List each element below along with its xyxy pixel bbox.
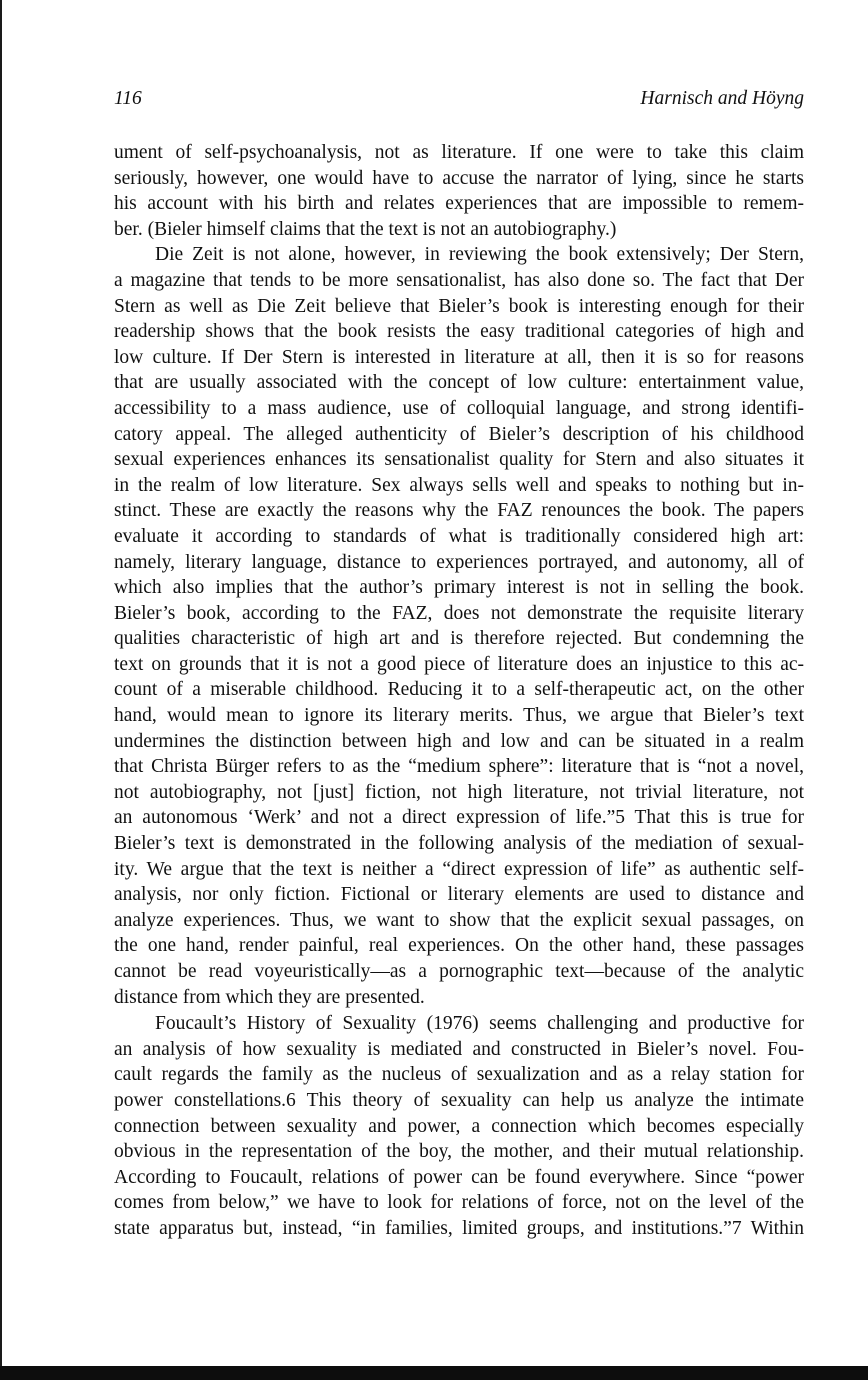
- text-line: Stern as well as Die Zeit believe that Bieler’s book is interesting enough for their: [114, 295, 804, 317]
- text-line: analyze experiences. Thus, we want to show that the explicit sexual passages, on: [114, 909, 804, 931]
- text-line: catory appeal. The alleged authenticity of Bieler’s description of his childhood: [114, 423, 804, 445]
- text-line: cannot be read voyeuristically—as a pornographic text—because of the analytic: [114, 961, 804, 982]
- text-line: comes from below,” we have to look for relations of force, not on the level of the: [114, 1192, 804, 1214]
- text-line: According to Foucault, relations of power can be found everywhere. Since “power: [114, 1166, 804, 1188]
- text-line: that Christa Bürger refers to as the “medium sphere”: literature that is “not a novel,: [114, 756, 804, 778]
- text-line: state apparatus but, instead, “in families, limited groups, and institutions.”7 Within: [114, 1217, 804, 1239]
- text-line: evaluate it according to standards of what is traditionally considered high art:: [114, 525, 804, 547]
- text-line: Bieler’s text is demonstrated in the following analysis of the mediation of sexual-: [114, 833, 804, 855]
- text-line: which also implies that the author’s primary interest is not in selling the book.: [114, 577, 804, 599]
- text-line: text on grounds that it is not a good piece of literature does an injustice to this ac-: [114, 653, 804, 675]
- text-line: ber. (Bieler himself claims that the text is not an autobiography.): [114, 218, 617, 240]
- body-text: [114, 140, 804, 1242]
- text-line: a magazine that tends to be more sensationalist, has also done so. The fact that Der: [114, 269, 804, 291]
- text-line: accessibility to a mass audience, use of colloquial language, and strong identifi-: [114, 397, 804, 419]
- running-title: Harnisch and Höyng: [640, 88, 804, 109]
- text-line: qualities characteristic of high art and is therefore rejected. But condemning the: [114, 628, 804, 650]
- text-line: hand, would mean to ignore its literary merits. Thus, we argue that Bieler’s text: [114, 705, 804, 727]
- text-line: power constellations.6 This theory of sexuality can help us analyze the intimate: [114, 1089, 804, 1111]
- text-line: readership shows that the book resists the easy traditional categories of high and: [114, 321, 804, 343]
- text-line: in the realm of low literature. Sex always sells well and speaks to nothing but in-: [114, 474, 804, 496]
- text-line: undermines the distinction between high and low and can be situated in a realm: [114, 730, 804, 752]
- text-line: cault regards the family as the nucleus of sexualization and as a relay station for: [114, 1064, 804, 1086]
- text-line: his account with his birth and relates experiences that are impossible to remem-: [114, 193, 804, 215]
- text-line: obvious in the representation of the boy, the mother, and their mutual relationship.: [114, 1141, 804, 1163]
- text-line: ument of self-psychoanalysis, not as literature. If one were to take this claim: [114, 142, 804, 163]
- text-line: sexual experiences enhances its sensationalist quality for Stern and also situates it: [114, 449, 804, 471]
- text-line: stinct. These are exactly the reasons why the FAZ renounces the book. The papers: [114, 500, 804, 522]
- text-line: low culture. If Der Stern is interested in literature at all, then it is so for reasons: [114, 346, 804, 368]
- text-line: connection between sexuality and power, a connection which becomes especially: [114, 1115, 804, 1137]
- page-left-edge: [0, 0, 2, 1380]
- text-line: namely, literary language, distance to experiences portrayed, and autonomy, all of: [114, 551, 804, 573]
- running-head: [114, 88, 804, 118]
- page-bottom-edge: [0, 1366, 868, 1380]
- paragraph-first-line: Foucault’s History of Sexuality (1976) seems challenging and productive for: [155, 1013, 804, 1035]
- text-line: the one hand, render painful, real experiences. On the other hand, these passages: [114, 935, 804, 957]
- text-line: analysis, nor only fiction. Fictional or literary elements are used to distance and: [114, 884, 804, 906]
- text-line: count of a miserable childhood. Reducing it to a self-therapeutic act, on the other: [114, 679, 804, 701]
- text-line: not autobiography, not [just] fiction, not high literature, not trivial literature, not: [114, 781, 804, 803]
- text-line: seriously, however, one would have to accuse the narrator of lying, since he starts: [114, 167, 804, 189]
- text-line: that are usually associated with the concept of low culture: entertainment value,: [114, 372, 804, 394]
- text-line: Bieler’s book, according to the FAZ, does not demonstrate the requisite literary: [114, 602, 804, 624]
- page-number: 116: [114, 88, 142, 109]
- text-line: distance from which they are presented.: [114, 986, 425, 1008]
- text-line: an analysis of how sexuality is mediated and constructed in Bieler’s novel. Fou-: [114, 1038, 804, 1060]
- text-line: ity. We argue that the text is neither a “direct expression of life” as authentic self-: [114, 858, 804, 880]
- paragraph-first-line: Die Zeit is not alone, however, in reviewing the book extensively; Der Stern,: [155, 244, 804, 266]
- text-line: an autonomous ‘Werk’ and not a direct expression of life.”5 That this is true for: [114, 807, 804, 829]
